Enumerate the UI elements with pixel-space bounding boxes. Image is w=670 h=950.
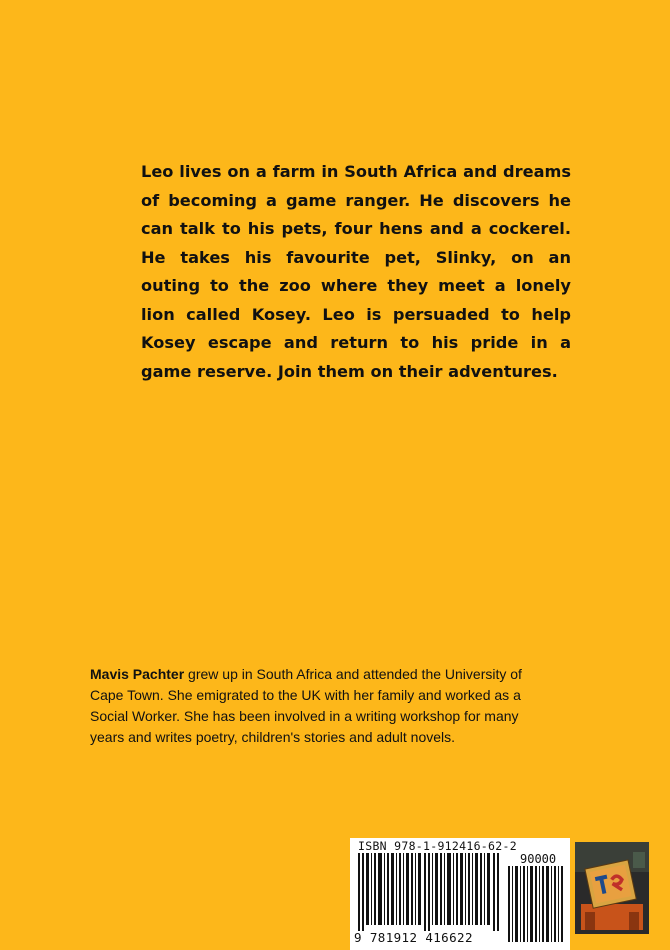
ean-barcode-bars xyxy=(356,853,506,931)
author-name: Mavis Pachter xyxy=(90,666,185,682)
ean-digits: 9 781912 416622 xyxy=(354,930,473,945)
barcode xyxy=(350,838,570,950)
author-bio-text: grew up in South Africa and attended the University of Cape Town. She emigrated to the UK with her family and worked as a Social Worker. She has been involved in a writing workshop for many years and writes poetry, children's stories and adult novels. xyxy=(90,666,522,745)
publisher-logo xyxy=(575,842,649,934)
author-bio xyxy=(90,664,550,748)
addon-barcode-bars xyxy=(508,866,564,942)
isbn-label: ISBN 978-1-912416-62-2 xyxy=(358,839,517,853)
book-blurb: Leo lives on a farm in South Africa and dreams of becoming a game ranger. He discovers he can talk to his pets, four hens and a cockerel. He takes his favourite pet, Slinky, on an outing to the zoo where they meet a lonely lion called Kosey. Leo is persuaded to help Kosey escape and return to his pride in a game reserve. Join them on their adventures. xyxy=(141,162,571,381)
price-code: 90000 xyxy=(520,852,557,866)
